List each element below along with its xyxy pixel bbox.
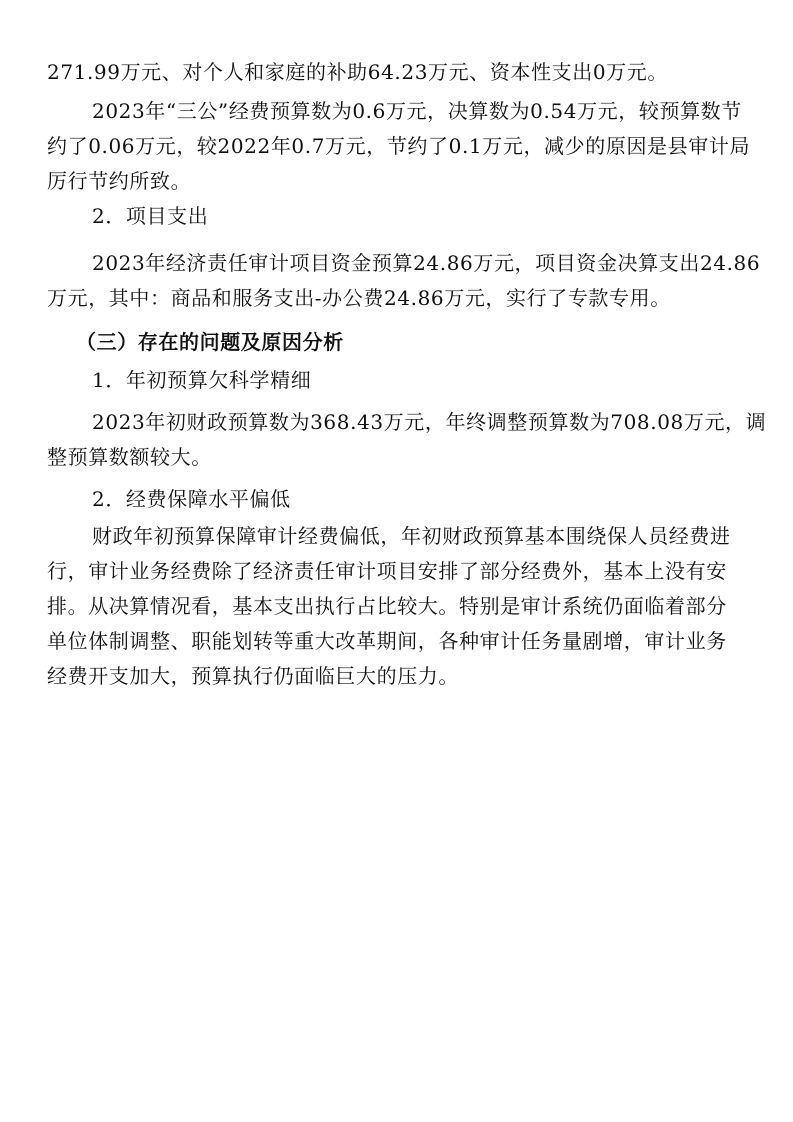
- section-heading-problems: （三）存在的问题及原因分析: [76, 330, 344, 354]
- budget-precision-paragraph-line: 整预算数额较大。: [47, 445, 212, 469]
- san-gong-paragraph-line: 2023年“三公”经费预算数为0.6万元，决算数为0.54万元，较预算数节: [92, 99, 742, 123]
- funding-level-paragraph-line: 经费开支加大，预算执行仍面临巨大的压力。: [47, 664, 459, 688]
- budget-precision-paragraph-line: 2023年初财政预算数为368.43万元，年终调整预算数为708.08万元，调: [92, 410, 767, 434]
- funding-level-paragraph-line: 行，审计业务经费除了经济责任审计项目安排了部分经费外，基本上没有安: [47, 559, 727, 583]
- san-gong-paragraph-line: 约了0.06万元，较2022年0.7万元，节约了0.1万元，减少的原因是县审计局: [47, 134, 751, 158]
- project-expense-paragraph-line: 2023年经济责任审计项目资金预算24.86万元，项目资金决算支出24.86: [92, 251, 761, 275]
- funding-level-paragraph-line: 财政年初预算保障审计经费偏低，年初财政预算基本围绕保人员经费进: [92, 524, 731, 548]
- funding-level-paragraph-line: 单位体制调整、职能划转等重大改革期间，各种审计任务量剧增，审计业务: [47, 629, 727, 653]
- san-gong-paragraph-line: 厉行节约所致。: [47, 169, 192, 193]
- subheading-budget-precision: 1．年初预算欠科学精细: [92, 368, 312, 392]
- funding-level-paragraph-line: 排。从决算情况看，基本支出执行占比较大。特别是审计系统仍面临着部分: [47, 594, 727, 618]
- subheading-funding-level: 2．经费保障水平偏低: [92, 487, 291, 511]
- project-expense-heading: 2．项目支出: [92, 204, 209, 228]
- paragraph-continuation-line: 271.99万元、对个人和家庭的补助64.23万元、资本性支出0万元。: [47, 60, 668, 84]
- project-expense-paragraph-line: 万元，其中：商品和服务支出-办公费24.86万元，实行了专款专用。: [47, 286, 671, 310]
